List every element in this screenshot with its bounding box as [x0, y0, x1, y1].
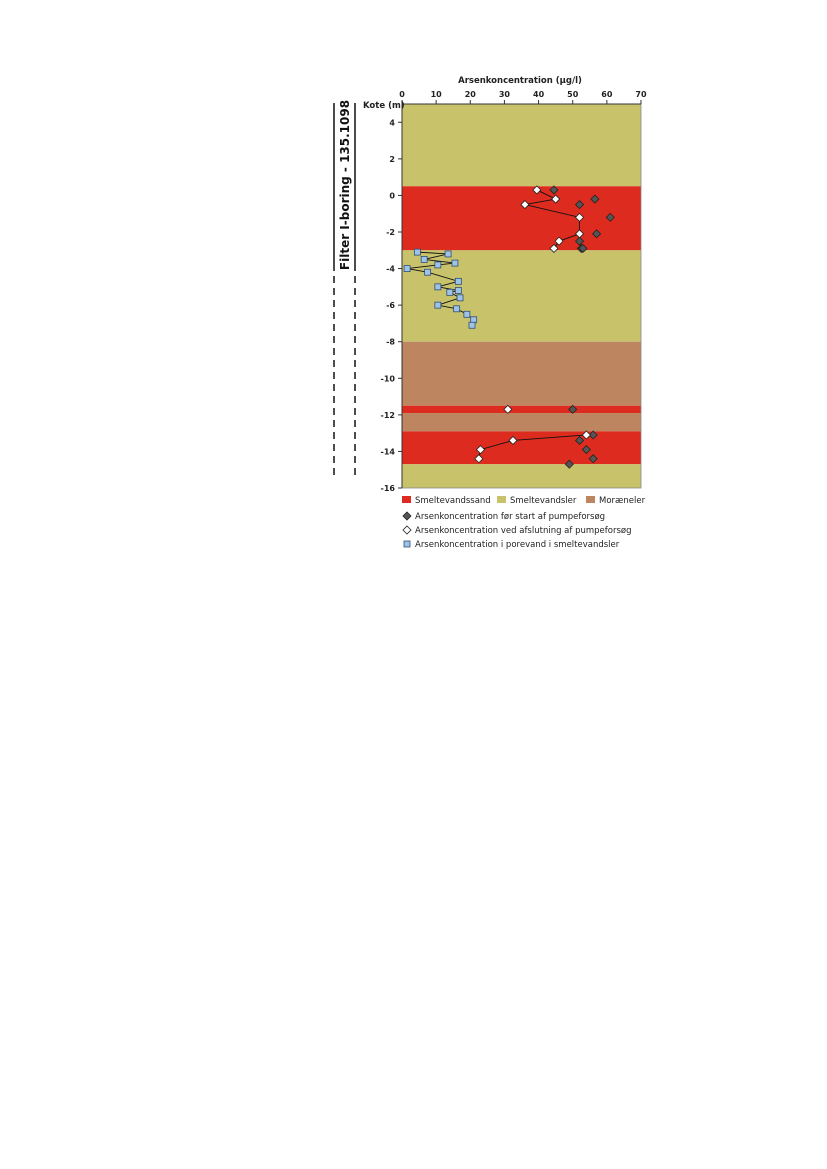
layer-band-7: [402, 464, 641, 488]
legend-label: Smeltevandssand: [415, 496, 491, 506]
y-tick-label: 4: [389, 118, 395, 128]
data-point: [452, 260, 458, 266]
y-tick-label: -10: [380, 374, 395, 384]
legend-label: Smeltevandsler: [510, 496, 577, 506]
legend-marker: [403, 526, 411, 534]
y-tick-label: -6: [386, 301, 395, 311]
strata-layers: [402, 104, 641, 488]
x-tick-label: 50: [567, 90, 579, 99]
y-tick-label: -8: [386, 337, 395, 347]
x-tick-label: 40: [533, 90, 545, 99]
data-point: [435, 302, 441, 308]
x-axis-title: Arsenkoncentration (µg/l): [458, 76, 582, 86]
filter-indicator: [334, 100, 355, 478]
data-point: [421, 256, 427, 262]
legend: [402, 496, 646, 550]
y-tick-label: -4: [386, 264, 395, 274]
data-point: [455, 278, 461, 284]
legend-marker: [404, 541, 410, 547]
data-point: [464, 311, 470, 317]
side-title: Filter I-boring - 135.1098: [338, 99, 352, 271]
legend-swatch: [497, 496, 506, 503]
legend-label: Moræneler: [599, 496, 646, 506]
data-point: [404, 266, 410, 272]
layer-band-1: [402, 186, 641, 250]
y-axis-title: Kote (m): [363, 101, 405, 111]
y-tick-label: -16: [380, 484, 395, 493]
layer-band-3: [402, 342, 641, 406]
layer-band-5: [402, 413, 641, 431]
y-tick-label: 0: [389, 191, 395, 201]
x-axis: [399, 76, 647, 104]
data-point: [455, 288, 461, 294]
data-point: [435, 284, 441, 290]
legend-marker: [403, 512, 411, 520]
y-tick-label: 2: [389, 154, 395, 164]
x-tick-label: 70: [635, 90, 647, 99]
y-tick-label: -12: [380, 410, 395, 420]
y-axis: [363, 101, 405, 493]
legend-label: Arsenkoncentration i porevand i smeltevandsler: [415, 540, 620, 550]
x-tick-label: 60: [601, 90, 613, 99]
legend-label: Arsenkoncentration ved afslutning af pumpeforsøg: [415, 526, 632, 536]
x-tick-label: 10: [430, 90, 442, 99]
data-point: [469, 322, 475, 328]
data-point: [445, 251, 451, 257]
data-point: [414, 249, 420, 255]
layer-band-0: [402, 104, 641, 186]
y-tick-label: -14: [380, 447, 395, 457]
x-tick-label: 30: [498, 90, 510, 99]
y-tick-label: -2: [386, 228, 395, 237]
x-tick-label: 20: [464, 90, 476, 99]
data-point: [447, 289, 453, 295]
data-point: [454, 306, 460, 312]
legend-label: Arsenkoncentration før start af pumpeforsøg: [415, 512, 606, 522]
legend-swatch: [586, 496, 595, 503]
x-tick-label: 0: [399, 90, 405, 99]
data-point: [425, 269, 431, 275]
layer-band-6: [402, 431, 641, 464]
legend-swatch: [402, 496, 411, 503]
layer-band-4: [402, 406, 641, 413]
data-point: [435, 262, 441, 268]
data-point: [457, 295, 463, 301]
